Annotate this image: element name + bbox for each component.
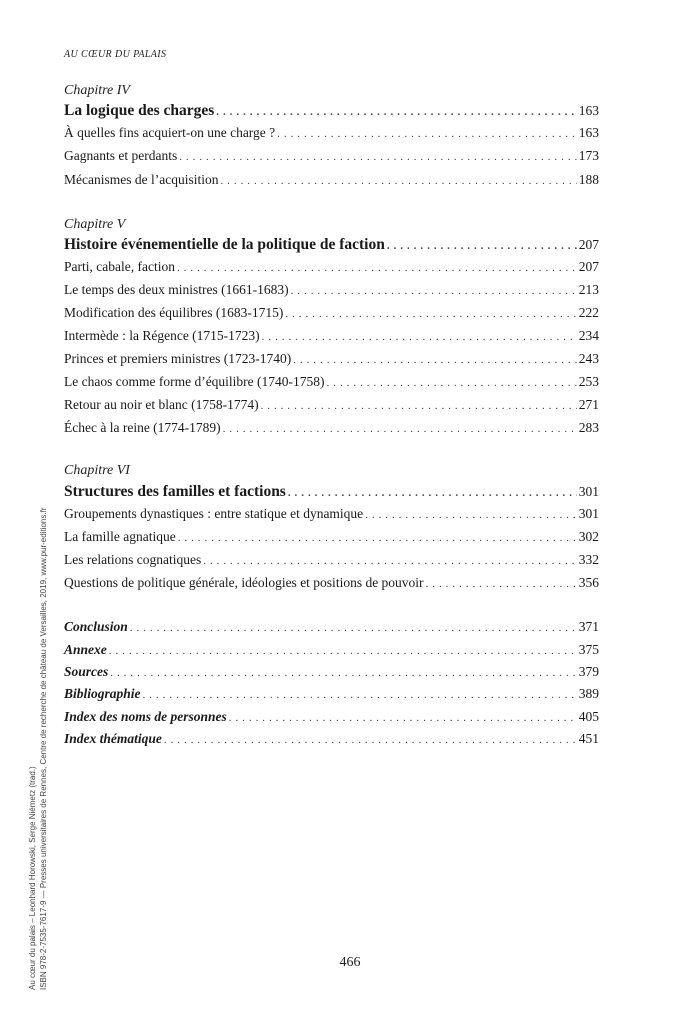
running-head: AU CŒUR DU PALAIS [64,49,167,60]
entry-title: Parti, cabale, faction [64,259,175,274]
toc-entry [64,259,599,281]
page-number: 301 [578,506,599,521]
page-number: 253 [578,374,599,389]
entry-title: Les relations cognatiques [64,552,202,567]
entry-title: Modification des équilibres (1683-1715) [64,305,284,320]
dot-leader [277,128,577,140]
page-number: 451 [578,731,599,746]
entry-title: Groupements dynastiques : entre statique et dynamique [64,506,364,521]
dot-leader [223,423,577,435]
page-number: 207 [578,237,599,252]
end-matter-entry [64,642,599,664]
page-number: 301 [578,484,599,499]
chapter-6-label: Chapitre VI [64,463,130,478]
toc-entry [64,125,599,147]
chapter-5-title-row [64,236,599,258]
dot-leader [262,331,577,343]
dot-leader [164,734,577,746]
toc-entry [64,506,599,528]
entry-title: À quelles fins acquiert-on une charge ? [64,125,276,140]
page-number: 405 [578,709,599,724]
side-note-line-1: Au cœur du palais – Leonhard Horowski, Serge Niémetz (trad.) [28,766,37,990]
entry-title: Le temps des deux ministres (1661-1683) [64,282,289,297]
page-number: 188 [578,172,599,187]
page-number: 207 [578,259,599,274]
chapter-4-label: Chapitre IV [64,83,130,98]
entry-title: Conclusion [64,619,128,634]
end-matter-entry [64,731,599,753]
dot-leader [203,555,577,567]
toc-entry [64,575,599,597]
entry-title: Gagnants et perdants [64,148,178,163]
page-number: 332 [578,552,599,567]
dot-leader [426,578,577,590]
end-matter-entry [64,664,599,686]
page-number: 271 [578,397,599,412]
dot-leader [179,151,577,163]
end-matter-entry [64,709,599,731]
dot-leader [178,532,577,544]
dot-leader [327,377,577,389]
toc-entry [64,397,599,419]
page-number: 302 [578,529,599,544]
toc-entry [64,328,599,350]
page-number: 375 [578,642,599,657]
page-folio: 466 [339,955,361,970]
chapter-4-title-row [64,102,599,124]
page-number: 389 [578,686,599,701]
page-number: 243 [578,351,599,366]
toc-entry [64,529,599,551]
page-number: 173 [578,148,599,163]
entry-title: Index thématique [64,731,162,746]
end-matter-entry [64,619,599,641]
entry-title: Sources [64,664,109,679]
entry-title: Le chaos comme forme d’équilibre (1740-1758) [64,374,325,389]
toc-entry [64,148,599,170]
toc-entry [64,374,599,396]
toc-entry [64,552,599,574]
page-number: 234 [578,328,599,343]
toc-entry [64,282,599,304]
entry-title: Mécanismes de l’acquisition [64,172,219,187]
dot-leader [143,689,577,701]
side-note-line-2: ISBN 978-2-7535-7617-9 — Presses universitaires de Rennes, Centre de recherche de château de Versailles, 2019, www.pur-editions.fr [39,507,48,990]
dot-leader [291,285,577,297]
dot-leader [261,400,577,412]
entry-title: La famille agnatique [64,529,176,544]
chapter-title: Structures des familles et factions [64,483,286,500]
dot-leader [177,262,577,274]
page-number: 283 [578,420,599,435]
page-number: 222 [578,305,599,320]
page-number: 163 [578,125,599,140]
dot-leader [220,175,576,187]
entry-title: Bibliographie [64,686,141,701]
entry-title: Questions de politique générale, idéologies et positions de pouvoir [64,575,424,590]
entry-title: Retour au noir et blanc (1758-1774) [64,397,259,412]
dot-leader [110,667,576,679]
toc-entry [64,420,599,442]
toc-entry [64,305,599,327]
chapter-title: Histoire événementielle de la politique de faction [64,236,385,253]
chapter-5-label: Chapitre V [64,217,126,232]
dot-leader [130,622,577,634]
page-number: 371 [578,619,599,634]
dot-leader [387,240,577,252]
toc-entry [64,351,599,373]
page-number: 213 [578,282,599,297]
entry-title: Annexe [64,642,107,657]
toc-entry [64,172,599,194]
entry-title: Index des noms de personnes [64,709,227,724]
end-matter-entry [64,686,599,708]
page-number: 163 [578,103,599,118]
entry-title: Princes et premiers ministres (1723-1740) [64,351,292,366]
dot-leader [216,106,576,118]
dot-leader [288,487,577,499]
dot-leader [365,509,577,521]
entry-title: Intermède : la Régence (1715-1723) [64,328,260,343]
page-number: 356 [578,575,599,590]
chapter-title: La logique des charges [64,102,215,119]
page-number: 379 [578,664,599,679]
dot-leader [293,354,577,366]
dot-leader [109,645,577,657]
dot-leader [285,308,576,320]
chapter-6-title-row [64,483,599,505]
copyright-side-note [27,508,49,990]
dot-leader [229,712,577,724]
entry-title: Échec à la reine (1774-1789) [64,420,221,435]
